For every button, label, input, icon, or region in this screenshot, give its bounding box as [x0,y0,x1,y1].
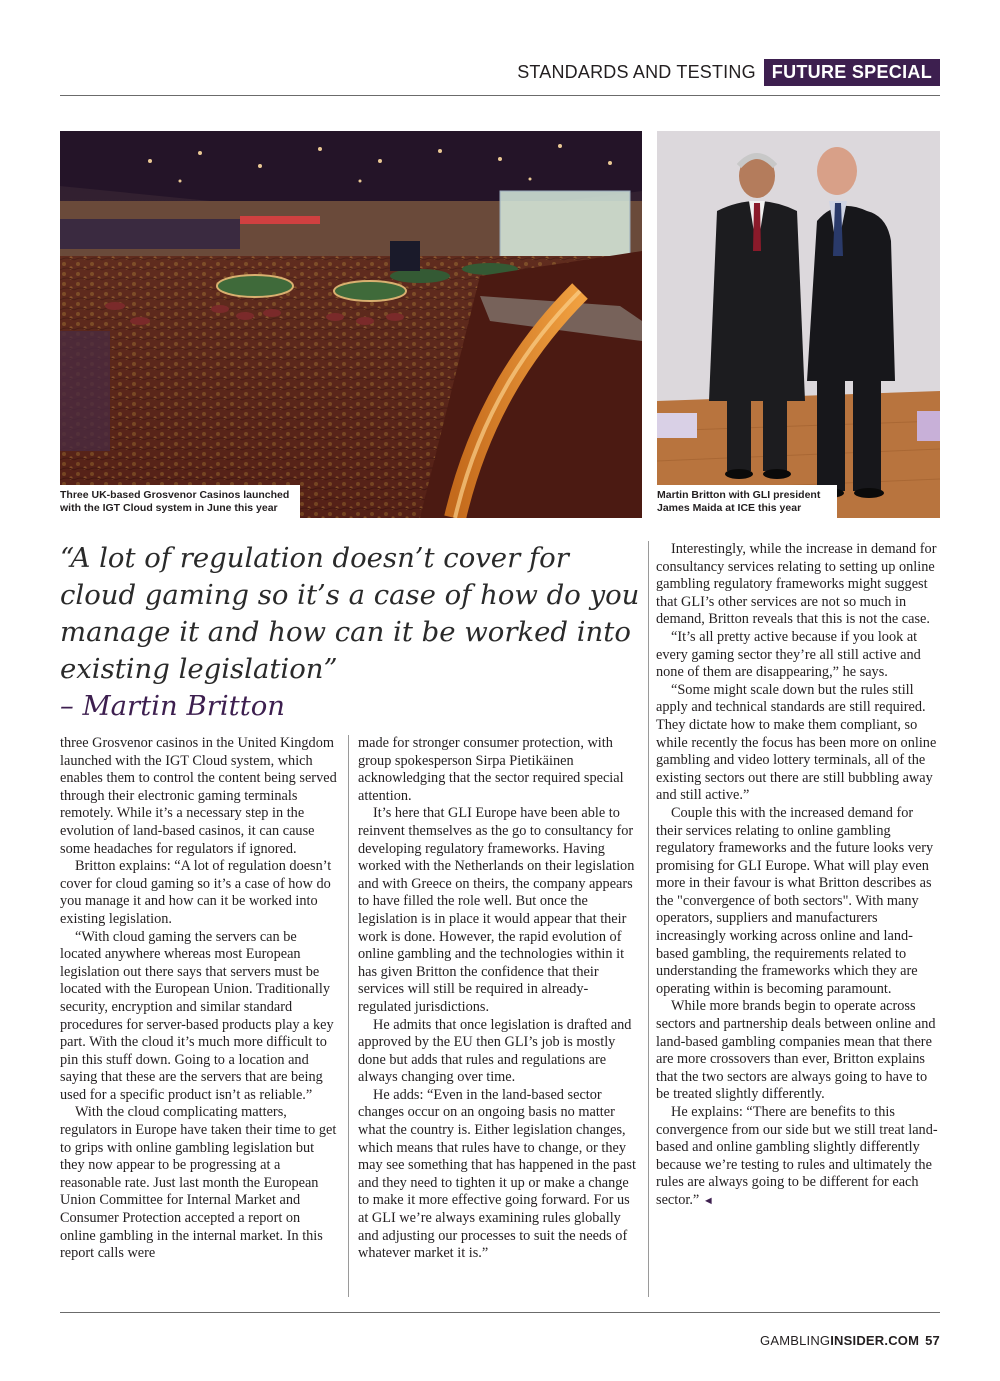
header-rule [60,95,940,96]
britton-maida-photo [657,131,940,518]
paragraph: made for stronger consumer protection, with group spokesperson Sirpa Pietikäinen acknowledging that the sector required special attention. [358,735,624,804]
section-label: STANDARDS AND TESTING [517,61,756,82]
casino-photo [60,131,642,518]
end-of-article-icon: ◄ [702,1194,714,1207]
portrait-photo-caption: Martin Britton with GLI president James Maida at ICE this year [657,485,837,518]
page-header [517,58,940,86]
paragraph: With the cloud complicating matters, regulators in Europe have taken their time to get to grips with online gambling legislation but they now appear to be progressing at a reasonable rate. Just last month the European Union Committee for Internal Market and Consumer Protection accepted a report on online gambling in the internal market. In this report calls were [60,1104,337,1262]
paragraph: “Some might scale down but the rules still apply and technical standards are still required. They dictate how to make them compliant, so while recently the focus has been more on online gambling and video lottery terminals, all of the existing sectors out there are still bubbling away and still active.” [656,681,937,804]
final-paragraph-text: He explains: “There are benefits to this convergence from our side but we still treat land-based and online gambling slightly differently because we’re testing to rules and ultimately the rules are always going to be different for each sector.” [656,1104,938,1208]
portrait-image [657,131,940,518]
casino-photo-caption: Three UK-based Grosvenor Casinos launched with the IGT Cloud system in June this year [60,485,300,518]
pull-quote-text: “A lot of regulation doesn’t cover for cloud gaming so it’s a case of how do you manage it and how can it be worked into existing legislation” [60,542,640,685]
pull-quote [60,540,640,725]
page-number: 57 [925,1333,940,1348]
casino-interior-image [60,131,642,518]
paragraph: While more brands begin to operate across sectors and partnership deals between online and land-based gambling companies mean that there are more crossovers than ever, Britton explains that the two sectors are always going to have to be treated slightly differently. [656,998,936,1103]
paragraph: “It’s all pretty active because if you look at every gaming sector they’re all still active and none of them are disappearing,” he says. [656,628,921,681]
paragraph: Britton explains: “A lot of regulation doesn’t cover for cloud gaming so it’s a case of how do you manage it and how can it be worked into existing legislation. [60,858,332,927]
article-column-3 [656,541,940,1211]
footer-brand-bold: INSIDER.COM [830,1333,920,1348]
future-special-badge: FUTURE SPECIAL [764,59,940,86]
pull-quote-attribution: – Martin Britton [60,690,286,722]
paragraph: Interestingly, while the increase in demand for consultancy services relating to setting up online gambling regulatory frameworks might suggest that GLI’s other services are not so much in demand, Britton reveals that this is not the case. [656,541,937,628]
page-footer [760,1333,940,1348]
paragraph: It’s here that GLI Europe have been able to reinvent themselves as the go to consultancy for developing regulatory frameworks. Having worked with the Netherlands on their legislation and with Greece on theirs, the company appears to have filled the role well. But once the legislation is in place it would appear that their work is done. However, the rapid evolution of online gambling and the technologies within it has given Britton the confidence that their services will still be required in already-regulated jurisdictions. [358,805,635,1015]
paragraph [656,1104,940,1211]
paragraph: He admits that once legislation is drafted and approved by the EU then GLI’s job is mostly done but adds that rules and regulations are always changing over time. [358,1016,632,1086]
column-divider [648,541,649,1297]
paragraph: Couple this with the increased demand for their services relating to online gambling regulatory frameworks and the future looks very promising for GLI Europe. What will play even more in their favour is what Britton describes as the "convergence of both sectors". With many operators, suppliers and manufacturers increasingly working across online and land-based gambling, the requirements related to understanding the frameworks which they are operating within is becoming paramount. [656,804,934,997]
article-column-2 [358,735,641,1263]
footer-brand-prefix: GAMBLING [760,1333,831,1348]
footer-rule [60,1312,940,1313]
paragraph: “With cloud gaming the servers can be located anywhere whereas most European legislation out there says that servers must be located with the European Union. Traditionally security, encryption and similar standard procedures for server-based products play a key part. With the cloud it’s much more difficult to pin this stuff down. Going to a location and saying that these are the servers that are being used for a specific product isn’t as reliable.” [60,928,334,1103]
article-column-1 [60,735,337,1263]
column-divider [348,735,349,1297]
paragraph: three Grosvenor casinos in the United Kingdom launched with the IGT Cloud system, which enables them to control the content being served through their electronic gaming terminals remotely. While it’s a necessary step in the evolution of land-based casinos, it can cause some headaches for regulators if ignored. [60,735,337,857]
paragraph: He adds: “Even in the land-based sector changes occur on an ongoing basis no matter what the country is. Either legislation changes, which means that rules have to change, or they may see something that has happened in the past and they need to tighten it up or make a change to make it more effective going forward. For us at GLI we’re always examining rules globally and adjusting our processes to suit the needs of whatever market it is.” [358,1086,636,1262]
